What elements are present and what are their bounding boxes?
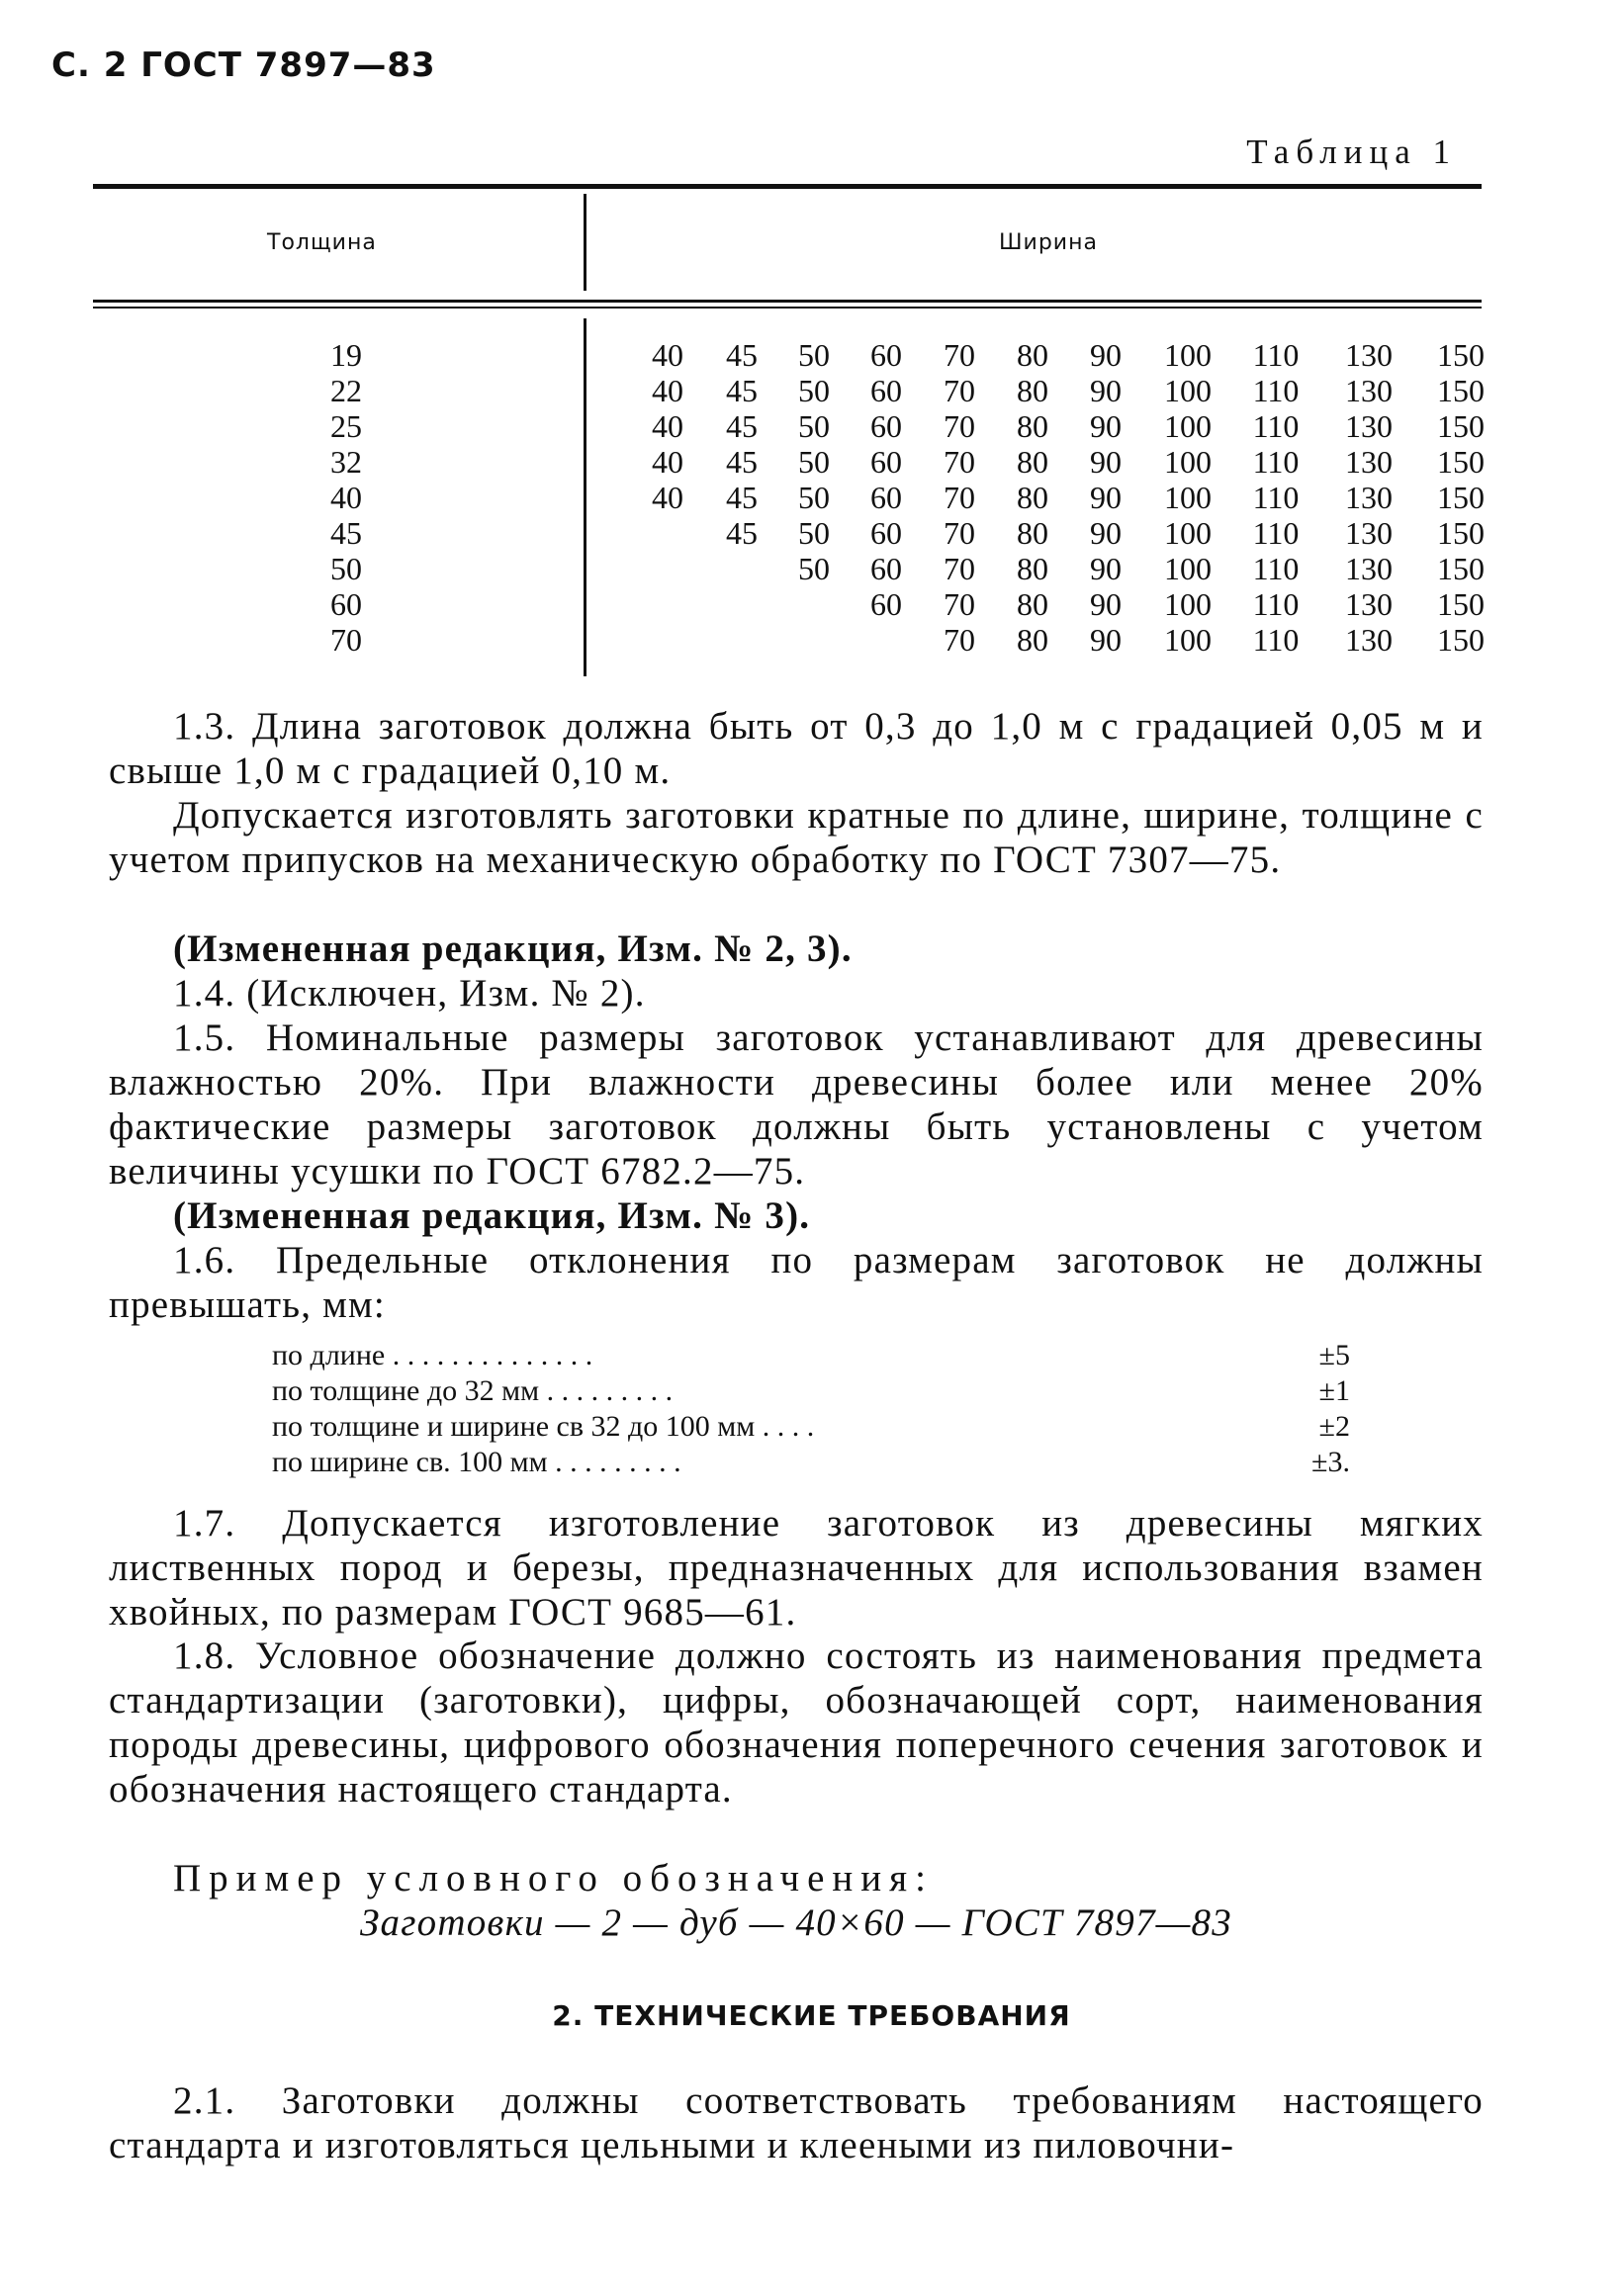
table-body-divider: [584, 318, 586, 676]
table-cell-width: 70: [944, 408, 975, 444]
table-cell-width: 100: [1164, 622, 1212, 658]
table-cell-width: 80: [1017, 515, 1048, 551]
paragraph-1-3: 1.3. Длина заготовок должна быть от 0,3 до 1,0 м с градацией 0,05 м и свыше 1,0 м с градацией 0,10 м.: [109, 705, 1484, 792]
table-cell-width: 40: [652, 337, 683, 373]
table-top-rule: [93, 184, 1482, 189]
table-cell-width: 70: [944, 515, 975, 551]
table-cell-width: 110: [1252, 622, 1300, 658]
table-cell-width: 50: [798, 551, 830, 586]
table-cell-thickness: 70: [330, 622, 362, 658]
table-cell-width: 80: [1017, 373, 1048, 408]
table-cell-width: [628, 622, 707, 658]
table-cell-width: 70: [944, 586, 975, 622]
table-cell-width: 90: [1090, 373, 1122, 408]
table-cell-width: 90: [1090, 515, 1122, 551]
table-cell-width: 45: [726, 373, 758, 408]
table-cell-width: 80: [1017, 586, 1048, 622]
example-label: Пример условного обозначения:: [173, 1857, 934, 1899]
table-cell-thickness: 25: [330, 408, 362, 444]
table-cell-width: [847, 622, 926, 658]
table-cell-width: 60: [870, 373, 902, 408]
table-cell-width: 150: [1437, 622, 1485, 658]
paragraph-1-7: 1.7. Допускается изготовление заготовок из древесины мягких лиственных пород и березы, предназначенных для использования взамен хвойных, по размерам ГОСТ 9685—61.: [109, 1502, 1484, 1634]
table-cell-width: 40: [652, 408, 683, 444]
table-cell-width: 90: [1090, 586, 1122, 622]
column-header-thickness: Толщина: [267, 230, 377, 255]
table-cell-width: 100: [1164, 373, 1212, 408]
tolerance-row: [272, 1338, 1350, 1373]
running-head: С. 2 ГОСТ 7897—83: [51, 45, 436, 85]
table-cell-width: 60: [870, 444, 902, 480]
table-cell-width: 45: [726, 444, 758, 480]
table-cell-width: 60: [870, 515, 902, 551]
table-cell-width: 110: [1252, 337, 1300, 373]
example-designation: Заготовки — 2 — дуб — 40×60 — ГОСТ 7897—83: [360, 1901, 1232, 1944]
table-cell-width: 100: [1164, 586, 1212, 622]
table-cell-width: 80: [1017, 480, 1048, 515]
table-cell-width: [702, 586, 781, 622]
table-cell-width: 50: [798, 408, 830, 444]
table-cell-width: 130: [1345, 444, 1393, 480]
paragraph-1-8: 1.8. Условное обозначение должно состоять из наименования предмета стандартизации (заготовки), цифры, обозначающей сорт, наименования породы древесины, цифрового обозначения поперечного сечения заготовок и обозначения настоящего стандарта.: [109, 1634, 1484, 1810]
tolerance-row: [272, 1409, 1350, 1445]
table-cell-width: 40: [652, 444, 683, 480]
table-cell-width: 90: [1090, 622, 1122, 658]
table-cell-width: 70: [944, 551, 975, 586]
table-cell-width: 60: [870, 480, 902, 515]
tolerance-value: ±3.: [1311, 1446, 1350, 1478]
paragraph-1-6: 1.6. Предельные отклонения по размерам заготовок не должны превышать, мм:: [109, 1239, 1484, 1326]
table-cell-width: 70: [944, 622, 975, 658]
paragraph-2-1: 2.1. Заготовки должны соответствовать требованиям настоящего стандарта и изготовляться цельными и клееными из пиловочни-: [109, 2079, 1484, 2166]
table-cell-thickness: 60: [330, 586, 362, 622]
table-cell-width: 40: [652, 373, 683, 408]
table-header-rule-double: [93, 307, 1482, 309]
table-cell-width: 80: [1017, 622, 1048, 658]
tolerance-label: по длине . . . . . . . . . . . . . .: [272, 1339, 593, 1371]
paragraph-allow-multiples: Допускается изготовлять заготовки кратные по длине, ширине, толщине с учетом припусков на механическую обработку по ГОСТ 7307—75.: [109, 794, 1484, 881]
table-cell-width: [628, 551, 707, 586]
table-cell-width: [702, 551, 781, 586]
table-caption: Таблица 1: [1246, 132, 1457, 171]
table-cell-width: 150: [1437, 515, 1485, 551]
table-cell-width: 130: [1345, 408, 1393, 444]
table-cell-width: [702, 622, 781, 658]
table-cell-width: 70: [944, 373, 975, 408]
table-header-divider: [584, 194, 586, 291]
table-cell-width: 50: [798, 337, 830, 373]
column-header-width: Ширина: [999, 230, 1098, 255]
table-cell-width: 130: [1345, 586, 1393, 622]
table-cell-width: 50: [798, 480, 830, 515]
table-cell-width: [628, 515, 707, 551]
table-cell-width: 130: [1345, 480, 1393, 515]
table-cell-width: 80: [1017, 444, 1048, 480]
table-cell-width: 110: [1252, 373, 1300, 408]
table-cell-width: 110: [1252, 551, 1300, 586]
table-cell-width: [774, 622, 854, 658]
table-cell-width: 150: [1437, 337, 1485, 373]
tolerance-label: по толщине и ширине св 32 до 100 мм . . . .: [272, 1410, 815, 1443]
table-cell-width: 100: [1164, 515, 1212, 551]
table-cell-width: 110: [1252, 586, 1300, 622]
table-cell-width: 70: [944, 444, 975, 480]
table-cell-thickness: 45: [330, 515, 362, 551]
table-cell-width: 45: [726, 515, 758, 551]
table-cell-width: [774, 586, 854, 622]
table-cell-width: 100: [1164, 551, 1212, 586]
table-cell-width: 90: [1090, 551, 1122, 586]
table-cell-width: 45: [726, 408, 758, 444]
table-cell-width: 110: [1252, 515, 1300, 551]
table-cell-thickness: 32: [330, 444, 362, 480]
tolerance-label: по ширине св. 100 мм . . . . . . . . .: [272, 1446, 681, 1478]
table-cell-width: 90: [1090, 408, 1122, 444]
tolerance-row: [272, 1373, 1350, 1409]
table-cell-width: 150: [1437, 408, 1485, 444]
amendment-note-3: (Измененная редакция, Изм. № 3).: [173, 1194, 811, 1237]
section-title: 2. ТЕХНИЧЕСКИЕ ТРЕБОВАНИЯ: [552, 1999, 1071, 2032]
table-cell-width: 40: [652, 480, 683, 515]
table-cell-width: 150: [1437, 444, 1485, 480]
table-cell-thickness: 22: [330, 373, 362, 408]
table-cell-width: 80: [1017, 337, 1048, 373]
table-cell-width: 100: [1164, 444, 1212, 480]
table-cell-width: 45: [726, 480, 758, 515]
table-cell-thickness: 50: [330, 551, 362, 586]
amendment-note-2-3: (Измененная редакция, Изм. № 2, 3).: [173, 927, 853, 970]
table-cell-width: 150: [1437, 373, 1485, 408]
table-cell-width: [628, 586, 707, 622]
table-cell-width: 70: [944, 337, 975, 373]
table-cell-width: 150: [1437, 551, 1485, 586]
paragraph-1-5: 1.5. Номинальные размеры заготовок устанавливают для древесины влажностью 20%. При влажности древесины более или менее 20% фактические размеры заготовок должны быть установлены с учетом величины усушки по ГОСТ 6782.2—75.: [109, 1016, 1484, 1192]
table-cell-width: 70: [944, 480, 975, 515]
table-cell-width: 60: [870, 551, 902, 586]
table-cell-width: 130: [1345, 622, 1393, 658]
table-cell-width: 110: [1252, 408, 1300, 444]
table-cell-width: 60: [870, 586, 902, 622]
table-cell-width: 80: [1017, 551, 1048, 586]
table-cell-width: 130: [1345, 373, 1393, 408]
table-cell-width: 100: [1164, 337, 1212, 373]
table-cell-width: 100: [1164, 480, 1212, 515]
table-cell-width: 60: [870, 337, 902, 373]
tolerance-value: ±2: [1318, 1410, 1350, 1443]
table-cell-width: 130: [1345, 551, 1393, 586]
table-cell-width: 130: [1345, 337, 1393, 373]
tolerance-row: [272, 1445, 1350, 1480]
table-cell-width: 110: [1252, 480, 1300, 515]
table-cell-width: 50: [798, 373, 830, 408]
table-cell-width: 90: [1090, 444, 1122, 480]
table-cell-width: 90: [1090, 480, 1122, 515]
tolerance-label: по толщине до 32 мм . . . . . . . . .: [272, 1374, 674, 1407]
table-cell-width: 110: [1252, 444, 1300, 480]
table-cell-width: 50: [798, 515, 830, 551]
table-cell-width: 80: [1017, 408, 1048, 444]
table-cell-width: 150: [1437, 480, 1485, 515]
paragraph-1-4: 1.4. (Исключен, Изм. № 2).: [173, 972, 646, 1015]
table-cell-width: 50: [798, 444, 830, 480]
table-cell-thickness: 40: [330, 480, 362, 515]
tolerance-value: ±5: [1318, 1339, 1350, 1371]
table-cell-width: 130: [1345, 515, 1393, 551]
table-header-rule: [93, 300, 1482, 303]
table-cell-width: 60: [870, 408, 902, 444]
table-cell-width: 150: [1437, 586, 1485, 622]
table-cell-width: 90: [1090, 337, 1122, 373]
table-cell-width: 100: [1164, 408, 1212, 444]
table-cell-thickness: 19: [330, 337, 362, 373]
table-cell-width: 45: [726, 337, 758, 373]
tolerance-value: ±1: [1318, 1374, 1350, 1407]
